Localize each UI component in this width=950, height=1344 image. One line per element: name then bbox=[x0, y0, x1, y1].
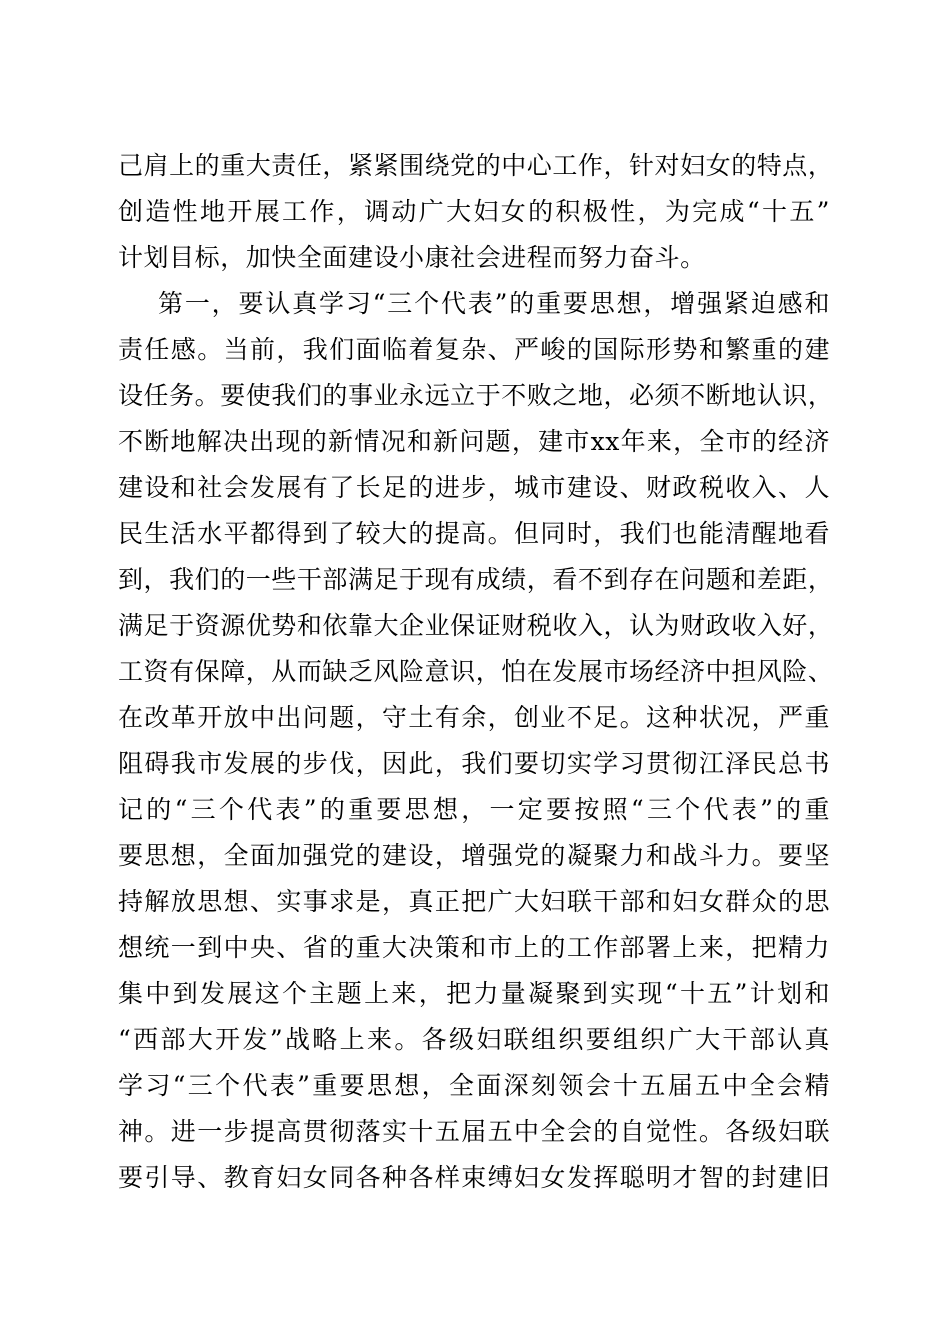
paragraph-line: 创造性地开展工作，调动广大妇女的积极性，为完成“十五” bbox=[118, 197, 830, 226]
paragraph-line: 在改革开放中出问题，守土有余，创业不足。这种状况，严重 bbox=[118, 703, 830, 732]
paragraph-line: “西部大开发”战略上来。各级妇联组织要组织广大干部认真 bbox=[118, 1025, 830, 1054]
paragraph-line: 工资有保障，从而缺乏风险意识，怕在发展市场经济中担风险、 bbox=[118, 657, 834, 686]
paragraph-line: 要思想，全面加强党的建设，增强党的凝聚力和战斗力。要坚 bbox=[118, 841, 830, 870]
paragraph-line: 要引导、教育妇女同各种各样束缚妇女发挥聪明才智的封建旧 bbox=[118, 1163, 830, 1192]
paragraph-line: 建设和社会发展有了长足的进步，城市建设、财政税收入、人 bbox=[118, 473, 830, 502]
paragraph-line: 责任感。当前，我们面临着复杂、严峻的国际形势和繁重的建 bbox=[118, 335, 830, 364]
paragraph-line: 设任务。要使我们的事业永远立于不败之地，必须不断地认识， bbox=[118, 381, 834, 410]
paragraph-line: 到，我们的一些干部满足于现有成绩，看不到存在问题和差距， bbox=[118, 565, 834, 594]
paragraph-line: 持解放思想、实事求是，真正把广大妇联干部和妇女群众的思 bbox=[118, 887, 830, 916]
paragraph-line: 想统一到中央、省的重大决策和市上的工作部署上来，把精力 bbox=[118, 933, 830, 962]
document-body-text bbox=[118, 143, 834, 1201]
paragraph-line: 记的“三个代表”的重要思想，一定要按照“三个代表”的重 bbox=[118, 795, 830, 824]
paragraph-line: 计划目标，加快全面建设小康社会进程而努力奋斗。 bbox=[118, 243, 706, 272]
paragraph-line: 满足于资源优势和依靠大企业保证财税收入，认为财政收入好， bbox=[118, 611, 834, 640]
paragraph-line: 民生活水平都得到了较大的提高。但同时，我们也能清醒地看 bbox=[118, 519, 830, 548]
paragraph-line: 学习“三个代表”重要思想，全面深刻领会十五届五中全会精 bbox=[118, 1071, 830, 1100]
paragraph-line: 神。进一步提高贯彻落实十五届五中全会的自觉性。各级妇联 bbox=[118, 1117, 830, 1146]
paragraph-line: 己肩上的重大责任，紧紧围绕党的中心工作，针对妇女的特点， bbox=[118, 151, 834, 180]
paragraph-line: 集中到发展这个主题上来，把力量凝聚到实现“十五”计划和 bbox=[118, 979, 830, 1008]
paragraph-line: 阻碍我市发展的步伐，因此，我们要切实学习贯彻江泽民总书 bbox=[118, 749, 830, 778]
paragraph-line: 第一，要认真学习“三个代表”的重要思想，增强紧迫感和 bbox=[158, 289, 830, 318]
paragraph-line: 不断地解决出现的新情况和新问题，建市xx年来，全市的经济 bbox=[118, 427, 830, 456]
